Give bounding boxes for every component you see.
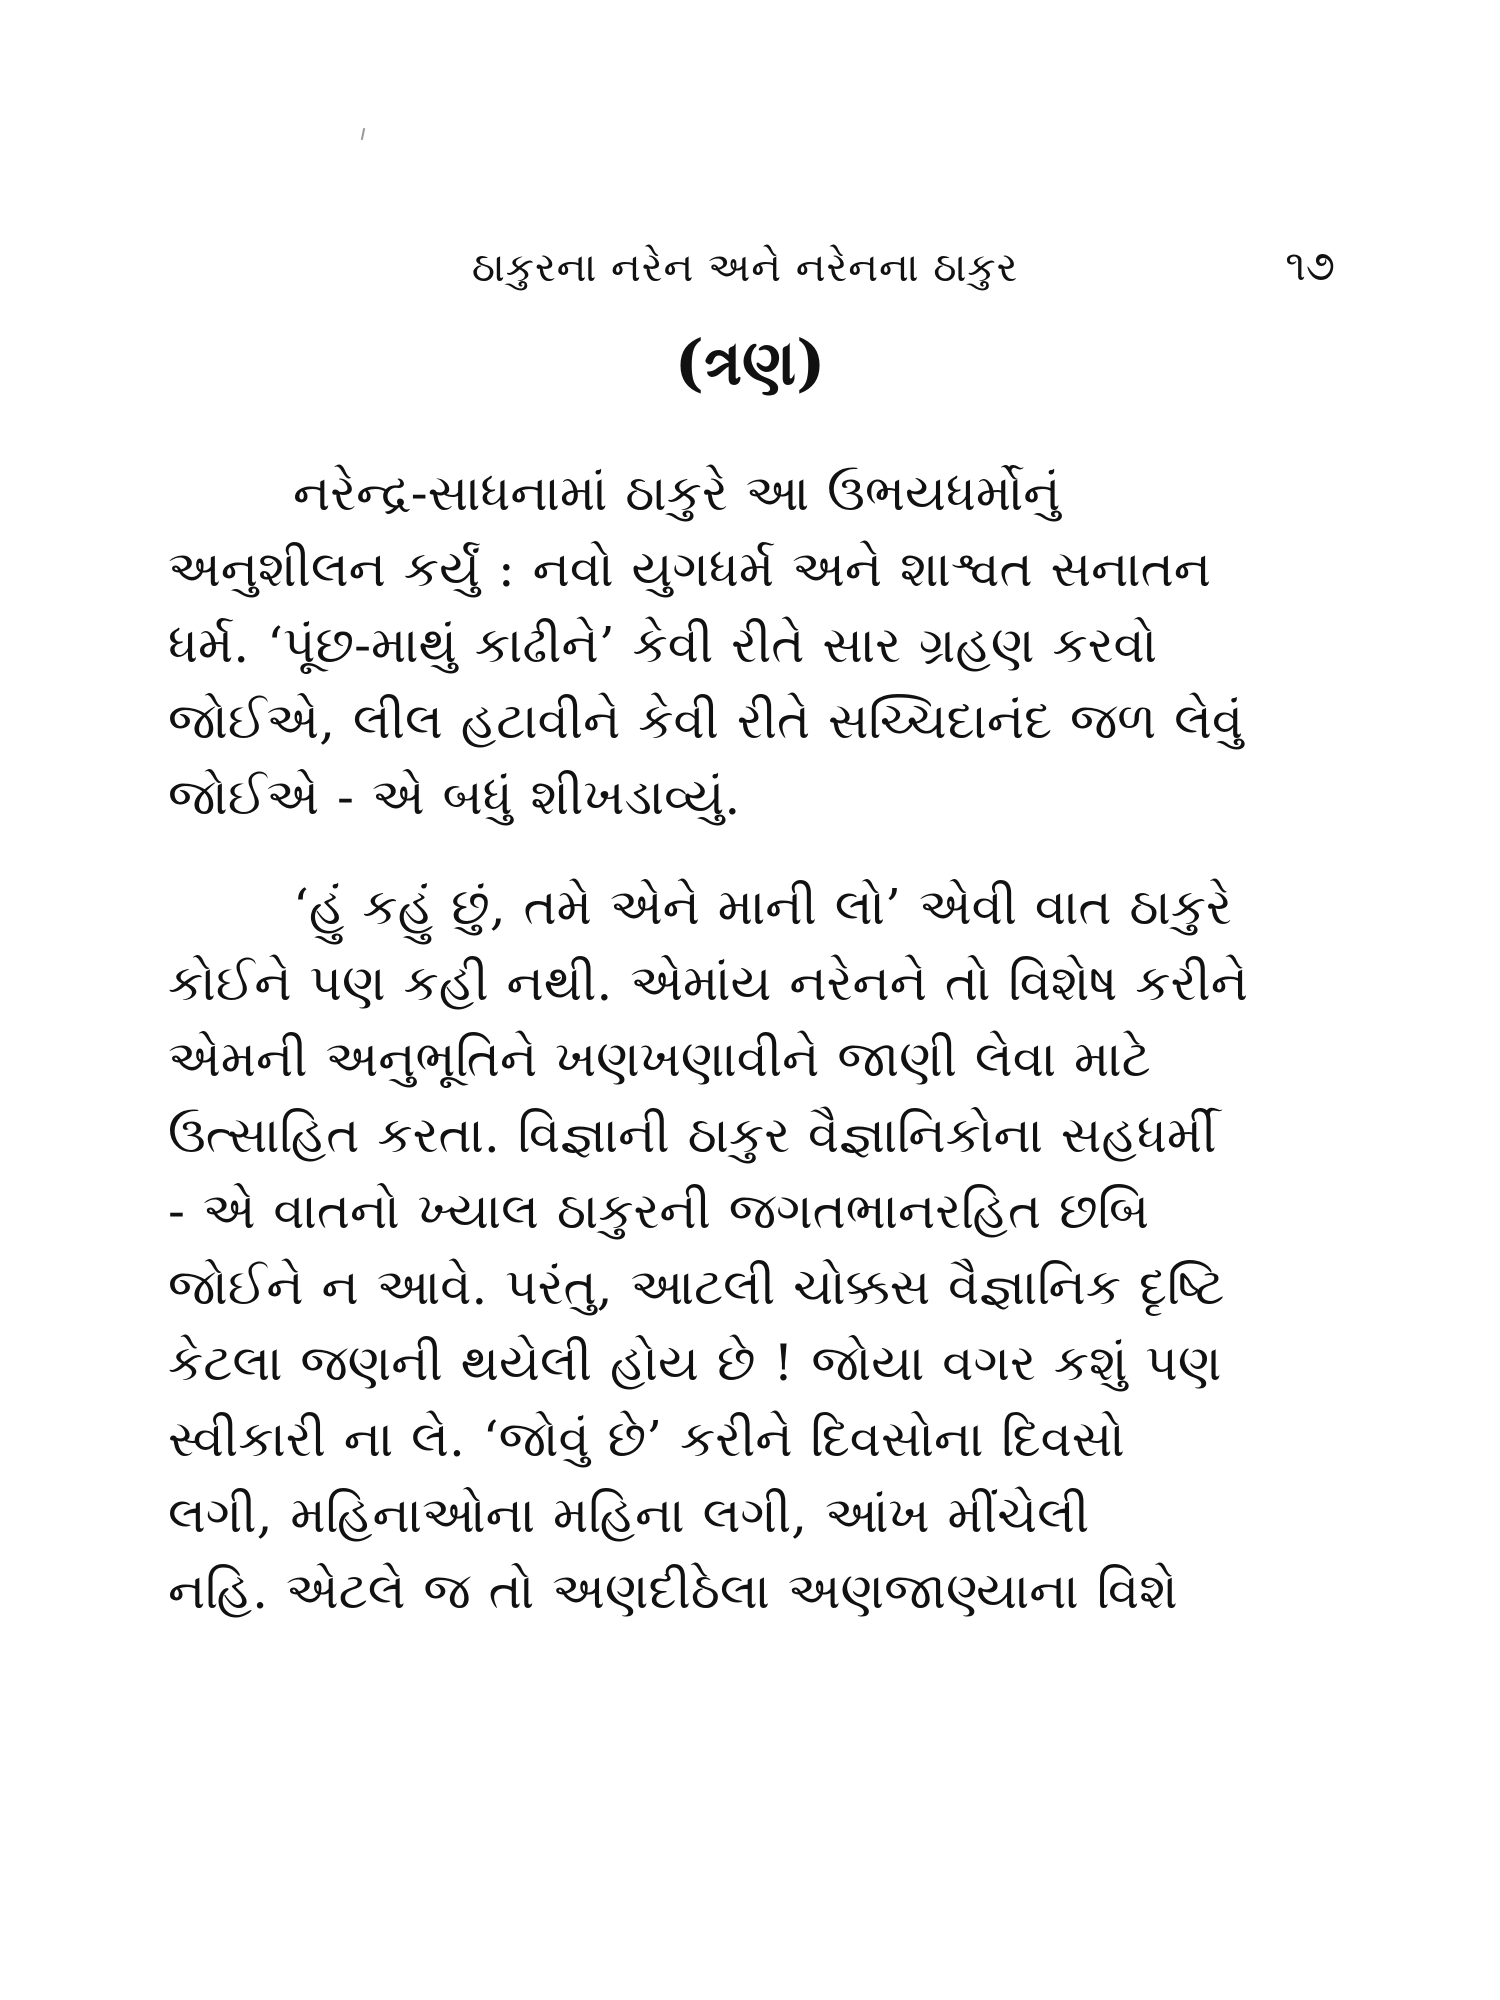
- text-line: કોઈને પણ કહી નથી. એમાંય નરેનને તો વિશેષ કરીને: [168, 954, 1248, 1012]
- running-header: ઠાકુરના નરેન અને નરેનના ઠાકુર: [471, 245, 1019, 291]
- paragraph-gap: [168, 835, 1333, 869]
- text-line: ઉત્સાહિત કરતા. વિજ્ઞાની ઠાકુર વૈજ્ઞાનિકોના સહધર્મી: [168, 1106, 1217, 1164]
- text-line: ‘હું કહું છું, તમે એને માની લો’ એવી વાત ઠાકુરે: [293, 878, 1232, 936]
- text-line: જોઈએ - એ બધું શીખડાવ્યું.: [168, 768, 741, 826]
- text-line: એમની અનુભૂતિને ખણખણાવીને જાણી લેવા માટે: [168, 1030, 1151, 1088]
- page-number: ૧૭: [1285, 241, 1335, 290]
- text-line: નરેન્દ્ર-સાધનામાં ઠાકુરે આ ઉભયધર્મોનું: [293, 464, 1061, 522]
- text-line: લગી, મહિનાઓના મહિના લગી, આંખ મીંચેલી: [168, 1486, 1090, 1544]
- text-line: નહિ. એટલે જ તો અણદીઠેલા અણજાણ્યાના વિશે: [168, 1562, 1178, 1620]
- text-line: અનુશીલન કર્યું : નવો યુગધર્મ અને શાશ્વત સનાતન: [168, 540, 1211, 598]
- text-line: જોઈએ, લીલ હટાવીને કેવી રીતે સચ્ચિદાનંદ જળ લેવું: [168, 692, 1244, 750]
- text-line: જોઈને ન આવે. પરંતુ, આટલી ચોક્કસ વૈજ્ઞાનિક દૃષ્ટિ: [168, 1258, 1225, 1316]
- text-line: - એ વાતનો ખ્યાલ ઠાકુરની જગતભાનરહિત છબિ: [168, 1182, 1150, 1240]
- paragraph: [168, 455, 1333, 835]
- text-line: સ્વીકારી ના લે. ‘જોવું છે’ કરીને દિવસોના દિવસો: [168, 1410, 1125, 1468]
- text-line: કેટલા જણની થયેલી હોય છે ! જોયા વગર કશું પણ: [168, 1334, 1222, 1392]
- section-title: (ત્રણ): [674, 326, 826, 399]
- body-text: [168, 455, 1333, 1629]
- scan-speck: [361, 128, 365, 140]
- text-line: ધર્મ. ‘પૂંછ-માથું કાઢીને’ કેવી રીતે સાર ગ્રહણ કરવો: [168, 616, 1158, 674]
- paragraph: [168, 869, 1333, 1629]
